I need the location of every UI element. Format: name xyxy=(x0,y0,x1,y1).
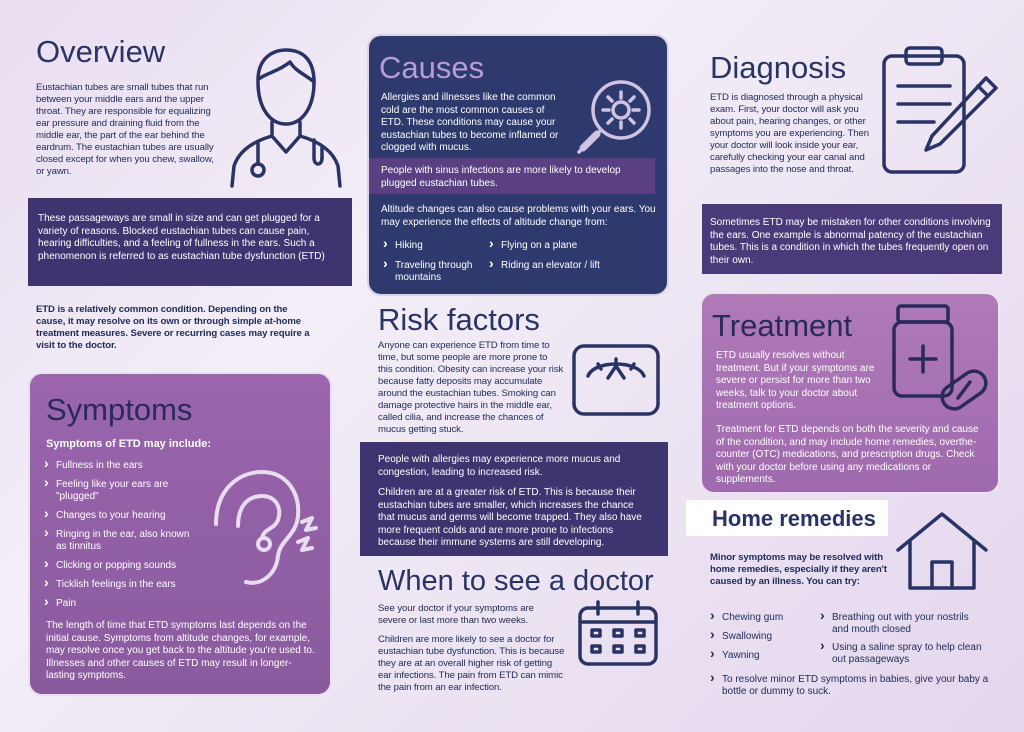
home-intro: Minor symptoms may be resolved with home remedies, especially if they aren't caused by an illness. You can try: xyxy=(710,552,887,587)
overview-title: Overview xyxy=(36,34,166,69)
calendar-icon xyxy=(576,598,660,668)
risk-title: Risk factors xyxy=(378,302,540,337)
list-item: › Pain xyxy=(42,598,202,610)
home-baby-tip: › To resolve minor ETD symptoms in babies, give your baby a bottle or dummy to suck. xyxy=(708,674,992,698)
home-list-1 xyxy=(708,612,818,662)
list-item: › Fullness in the ears xyxy=(42,460,202,472)
causes-paragraph-3: Altitude changes can also cause problems with your ears. You may experience the effects of altitude change from: xyxy=(381,204,656,228)
causes-title: Causes xyxy=(379,50,485,85)
overview-paragraph-3: ETD is a relatively common condition. Depending on the cause, it may resolve on its own or through simple at-home treatment measures. Severe or recurring cases may require a visit to the doctor. xyxy=(36,304,310,351)
doctor-paragraph-2: Children are more likely to see a doctor for eustachian tube dysfunction. This is because they are at an overall higher risk of getting ear infections. The pain from ETD can mimic the pain from an ear infection. xyxy=(378,634,565,693)
diagnosis-band xyxy=(702,204,1002,274)
list-item: › Swallowing xyxy=(708,631,818,643)
list-item: › Clicking or popping sounds xyxy=(42,560,202,572)
diagnosis-paragraph-1: ETD is diagnosed through a physical exam. First, your doctor will ask you about pain, hearing changes, or other symptoms you are experiencing. Then your doctor will look inside your ear, carefully checking your ear canal and passages into the nose and throat. xyxy=(710,92,869,175)
overview-band xyxy=(28,198,352,286)
list-item: › Chewing gum xyxy=(708,612,818,624)
treatment-paragraph-1: ETD usually resolves without treatment. But if your symptoms are severe or persist for more than two weeks, talk to your doctor about treatment options. xyxy=(716,350,875,411)
symptoms-list xyxy=(42,460,202,610)
causes-paragraph-2: People with sinus infections are more likely to develop plugged eustachian tubes. xyxy=(381,165,621,189)
home-title-box xyxy=(686,500,888,536)
list-item: › Flying on a plane xyxy=(487,240,621,252)
causes-band xyxy=(369,158,655,194)
scale-icon xyxy=(568,340,664,420)
doctor-icon xyxy=(218,40,348,190)
symptoms-footer: The length of time that ETD symptoms last depends on the initial cause. Symptoms from altitude changes, for example, may resolve once you get back to the altitude you're used to. Illnesses and other causes of ETD may result in longer-lasting symptoms. xyxy=(46,620,315,681)
house-icon xyxy=(894,510,990,592)
list-item: › Changes to your hearing xyxy=(42,510,202,522)
list-item: › Feeling like your ears are "plugged" xyxy=(42,479,202,503)
list-item: › Ringing in the ear, also known as tinnitus xyxy=(42,529,202,553)
symptoms-title: Symptoms xyxy=(46,392,193,427)
clipboard-icon xyxy=(878,44,998,184)
risk-paragraph-1: Anyone can experience ETD from time to time, but some people are more prone to this condition. Obesity can increase your risk because fatty deposits may accumulate around the eustachian tubes. Smoking can damage protective hairs in the middle ear, called cilia, and increase the chances of mucus getting stuck. xyxy=(378,340,564,435)
list-item: › Riding an elevator / lift xyxy=(487,260,611,272)
list-item: › Hiking xyxy=(381,240,485,252)
medicine-icon xyxy=(888,302,992,420)
ear-icon xyxy=(198,464,318,594)
overview-paragraph-1: Eustachian tubes are small tubes that run between your middle ears and the upper throat. They are responsible for equalizing ear pressure and draining fluid from the middle ear, the part of the ear behind the eardrum. The eustachian tubes are usually closed except for when you chew, swallow, or yawn. xyxy=(36,82,214,177)
list-item: › Breathing out with your nostrils and mouth closed xyxy=(818,612,988,636)
doctor-title: When to see a doctor xyxy=(378,565,654,597)
risk-band xyxy=(360,442,668,556)
doctor-paragraph-1: See your doctor if your symptoms are severe or last more than two weeks. xyxy=(378,603,534,626)
overview-paragraph-2: These passageways are small in size and can get plugged for a variety of reasons. Blocked eustachian tubes can cause pain, hearing difficulties, and a feeling of fullness in the ears. Such a phenomenon is referred to as eustachian tube dysfunction (ETD) xyxy=(38,213,325,262)
home-title: Home remedies xyxy=(712,506,876,531)
diagnosis-paragraph-2: Sometimes ETD may be mistaken for other conditions involving the ears. One example is abnormal patency of the eustachian tubes. This is a condition in which the tubes frequently open on their own. xyxy=(710,217,991,266)
list-item: › Yawning xyxy=(708,650,818,662)
treatment-title: Treatment xyxy=(712,308,853,343)
list-item: › Using a saline spray to help clean out passageways xyxy=(818,642,988,666)
risk-paragraph-3: Children are at a greater risk of ETD. This is because their eustachian tubes are smaller, which increases the chance that mucus and germs will become trapped. They also have more frequent colds and are more prone to infections because their immune systems are still developing. xyxy=(378,487,642,548)
risk-paragraph-2: People with allergies may experience more mucus and congestion, leading to increased risk. xyxy=(378,454,621,478)
list-item: › Ticklish feelings in the ears xyxy=(42,579,202,591)
magnifier-gear-icon xyxy=(569,72,659,162)
treatment-paragraph-2: Treatment for ETD depends on both the severity and cause of the condition, and may include home remedies, overthe-counter (OTC) medications, and prescription drugs. Check with your doctor before using any medications or supplements. xyxy=(716,424,979,485)
list-item: › Traveling through mountains xyxy=(381,260,491,284)
treatment-card xyxy=(700,292,1000,494)
causes-card xyxy=(367,34,669,296)
causes-paragraph-1: Allergies and illnesses like the common cold are the most common causes of ETD. These conditions may cause your eustachian tubes to become inflamed or clogged with mucus. xyxy=(381,92,559,153)
diagnosis-title: Diagnosis xyxy=(710,50,847,85)
symptoms-card xyxy=(28,372,332,696)
home-list-2 xyxy=(818,612,988,666)
symptoms-intro: Symptoms of ETD may include: xyxy=(46,438,212,450)
